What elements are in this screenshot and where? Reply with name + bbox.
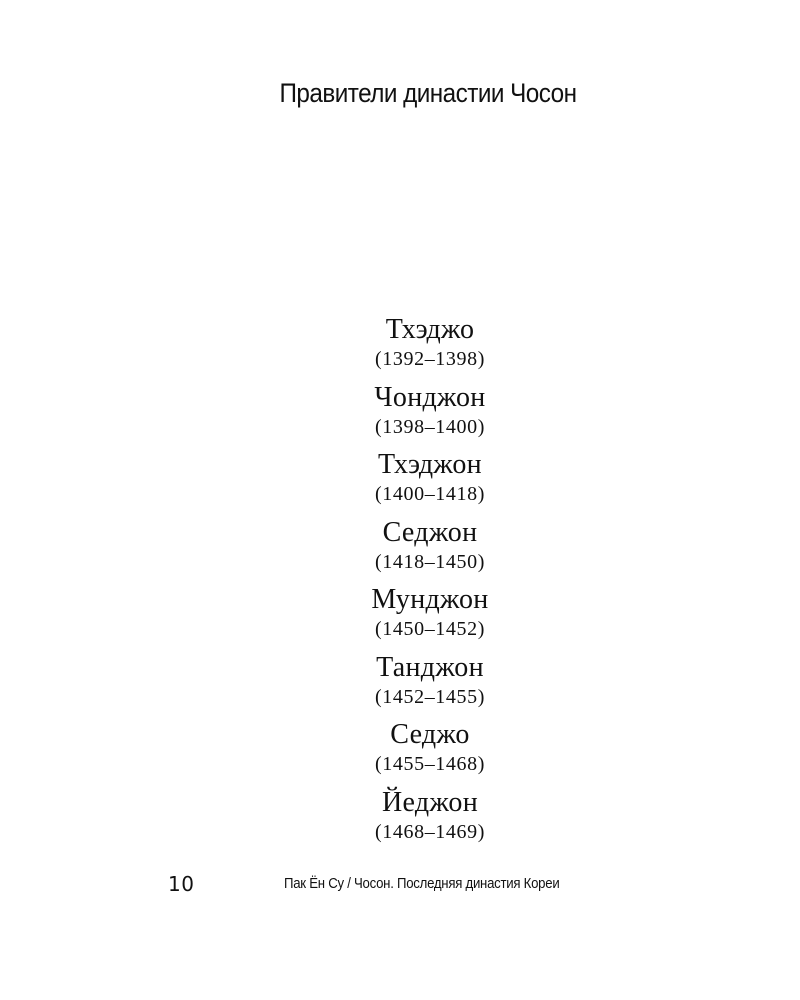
ruler-years: (1450–1452) (375, 618, 485, 640)
ruler-years: (1468–1469) (375, 820, 485, 843)
ruler-name: Седжо (390, 719, 470, 750)
ruler-entry (260, 515, 600, 583)
ruler-entry (260, 447, 600, 515)
ruler-entry (260, 717, 600, 785)
ruler-years: (1392–1398) (375, 348, 485, 370)
ruler-name: Тхэджон (378, 449, 482, 480)
ruler-name: Танджон (376, 651, 484, 683)
ruler-years: (1398–1400) (375, 415, 485, 438)
ruler-name: Мунджон (371, 584, 489, 615)
ruler-entry (260, 380, 600, 448)
running-footer: Пак Ён Су / Чосон. Последняя династия Кореи (284, 875, 560, 892)
ruler-name: Чонджон (374, 381, 486, 413)
ruler-entry (260, 312, 600, 380)
ruler-name: Тхэджо (385, 314, 475, 345)
ruler-entry (260, 582, 600, 650)
ruler-entry (260, 785, 600, 853)
rulers-list (260, 312, 600, 852)
page-number: 10 (168, 872, 195, 896)
ruler-years: (1455–1468) (375, 753, 485, 775)
ruler-years: (1418–1450) (375, 550, 485, 573)
page-footer (0, 870, 800, 900)
ruler-name: Седжон (382, 516, 478, 548)
ruler-name: Йеджон (382, 786, 478, 818)
ruler-years: (1400–1418) (375, 483, 485, 505)
page-title: Правители династии Чосон (279, 78, 577, 108)
ruler-entry (260, 650, 600, 718)
ruler-years: (1452–1455) (375, 685, 485, 708)
